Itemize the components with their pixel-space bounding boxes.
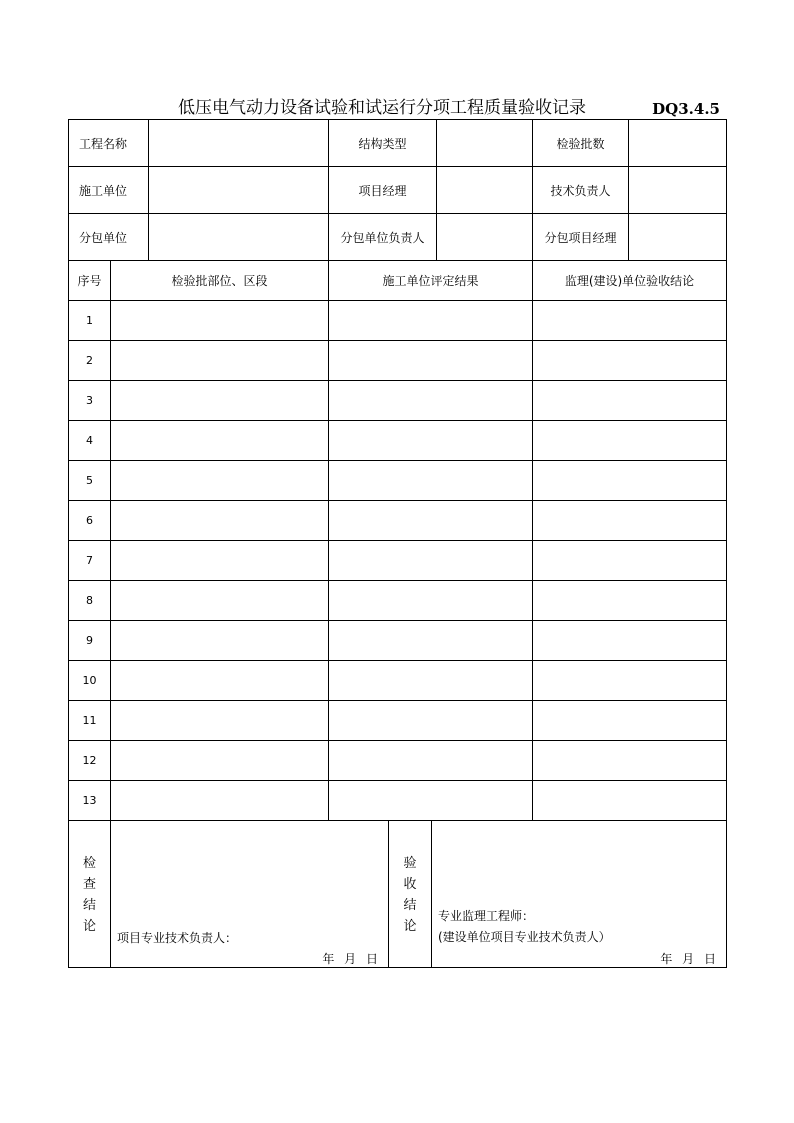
- acceptance-conclusion-field[interactable]: [432, 821, 727, 968]
- table-row: [69, 301, 727, 341]
- row-location-field[interactable]: [111, 421, 329, 461]
- inspection-conclusion-field[interactable]: [111, 821, 389, 968]
- col-header-construction-result: 施工单位评定结果: [329, 261, 533, 301]
- table-row: [69, 501, 727, 541]
- batch-table-header: [69, 261, 727, 301]
- row-index: 9: [69, 621, 111, 661]
- project-manager-label: 项目经理: [329, 167, 437, 214]
- subcontract-lead-label: 分包单位负责人: [329, 214, 437, 261]
- row-location-field[interactable]: [111, 661, 329, 701]
- table-row: [69, 741, 727, 781]
- row-index: 11: [69, 701, 111, 741]
- table-row: [69, 461, 727, 501]
- info-row-3: [69, 214, 727, 261]
- construction-unit-field[interactable]: [149, 167, 329, 214]
- row-construction-result-field[interactable]: [329, 781, 533, 821]
- form-header: [68, 96, 726, 120]
- row-supervision-conclusion-field[interactable]: [533, 661, 727, 701]
- subcontract-pm-field[interactable]: [629, 214, 727, 261]
- project-manager-field[interactable]: [437, 167, 533, 214]
- row-supervision-conclusion-field[interactable]: [533, 781, 727, 821]
- table-row: [69, 421, 727, 461]
- row-supervision-conclusion-field[interactable]: [533, 581, 727, 621]
- row-location-field[interactable]: [111, 781, 329, 821]
- row-supervision-conclusion-field[interactable]: [533, 541, 727, 581]
- row-location-field[interactable]: [111, 461, 329, 501]
- form-code: DQ3.4.5: [652, 100, 720, 118]
- subcontract-unit-field[interactable]: [149, 214, 329, 261]
- signature-row: [69, 821, 727, 968]
- construction-unit-label: 施工单位: [69, 167, 149, 214]
- acceptance-conclusion-label: 验 收 结 论: [403, 856, 417, 934]
- table-row: [69, 541, 727, 581]
- tech-lead-field[interactable]: [629, 167, 727, 214]
- row-construction-result-field[interactable]: [329, 341, 533, 381]
- subcontract-pm-label: 分包项目经理: [533, 214, 629, 261]
- batch-rows: [69, 301, 727, 821]
- acceptance-date: 年 月 日: [660, 952, 716, 966]
- tech-lead-label: 技术负责人: [533, 167, 629, 214]
- row-supervision-conclusion-field[interactable]: [533, 461, 727, 501]
- row-supervision-conclusion-field[interactable]: [533, 421, 727, 461]
- table-row: [69, 381, 727, 421]
- row-index: 1: [69, 301, 111, 341]
- row-location-field[interactable]: [111, 581, 329, 621]
- inspection-date: 年 月 日: [322, 952, 378, 966]
- table-row: [69, 701, 727, 741]
- info-row-2: [69, 167, 727, 214]
- table-row: [69, 341, 727, 381]
- row-construction-result-field[interactable]: [329, 661, 533, 701]
- row-construction-result-field[interactable]: [329, 701, 533, 741]
- table-row: [69, 781, 727, 821]
- batch-table: [68, 260, 727, 821]
- row-index: 13: [69, 781, 111, 821]
- batch-count-label: 检验批数: [533, 120, 629, 167]
- row-supervision-conclusion-field[interactable]: [533, 301, 727, 341]
- acceptance-conclusion-label-cell: [389, 821, 432, 968]
- row-location-field[interactable]: [111, 501, 329, 541]
- structure-type-field[interactable]: [437, 120, 533, 167]
- project-name-label: 工程名称: [69, 120, 149, 167]
- signature-table: [68, 820, 727, 968]
- table-row: [69, 581, 727, 621]
- row-construction-result-field[interactable]: [329, 301, 533, 341]
- inspection-conclusion-label-cell: [69, 821, 111, 968]
- row-supervision-conclusion-field[interactable]: [533, 381, 727, 421]
- row-location-field[interactable]: [111, 741, 329, 781]
- subcontract-lead-field[interactable]: [437, 214, 533, 261]
- row-construction-result-field[interactable]: [329, 461, 533, 501]
- row-construction-result-field[interactable]: [329, 621, 533, 661]
- subcontract-unit-label: 分包单位: [69, 214, 149, 261]
- row-location-field[interactable]: [111, 701, 329, 741]
- info-row-1: [69, 120, 727, 167]
- row-index: 7: [69, 541, 111, 581]
- form-title: 低压电气动力设备试验和试运行分项工程质量验收记录: [178, 98, 586, 118]
- row-index: 3: [69, 381, 111, 421]
- row-location-field[interactable]: [111, 381, 329, 421]
- row-construction-result-field[interactable]: [329, 581, 533, 621]
- row-construction-result-field[interactable]: [329, 421, 533, 461]
- row-construction-result-field[interactable]: [329, 381, 533, 421]
- row-construction-result-field[interactable]: [329, 541, 533, 581]
- row-location-field[interactable]: [111, 341, 329, 381]
- row-supervision-conclusion-field[interactable]: [533, 621, 727, 661]
- row-location-field[interactable]: [111, 541, 329, 581]
- row-index: 5: [69, 461, 111, 501]
- row-index: 6: [69, 501, 111, 541]
- acceptance-form: [68, 119, 726, 968]
- row-supervision-conclusion-field[interactable]: [533, 701, 727, 741]
- structure-type-label: 结构类型: [329, 120, 437, 167]
- row-index: 2: [69, 341, 111, 381]
- col-header-index: 序号: [69, 261, 111, 301]
- table-row: [69, 621, 727, 661]
- owner-tech-lead-signer: (建设单位项目专业技术负责人）: [438, 930, 611, 944]
- col-header-supervision-conclusion: 监理(建设)单位验收结论: [533, 261, 727, 301]
- row-supervision-conclusion-field[interactable]: [533, 741, 727, 781]
- inspection-conclusion-label: 检 查 结 论: [82, 856, 96, 934]
- row-index: 10: [69, 661, 111, 701]
- row-location-field[interactable]: [111, 301, 329, 341]
- row-index: 4: [69, 421, 111, 461]
- row-construction-result-field[interactable]: [329, 741, 533, 781]
- row-supervision-conclusion-field[interactable]: [533, 501, 727, 541]
- project-tech-lead-signer: 项目专业技术负责人：: [117, 931, 238, 945]
- col-header-location: 检验批部位、区段: [111, 261, 329, 301]
- row-location-field[interactable]: [111, 621, 329, 661]
- supervision-engineer-signer: 专业监理工程师：: [438, 909, 535, 923]
- row-construction-result-field[interactable]: [329, 501, 533, 541]
- batch-count-field[interactable]: [629, 120, 727, 167]
- row-supervision-conclusion-field[interactable]: [533, 341, 727, 381]
- info-table: [68, 119, 727, 261]
- table-row: [69, 661, 727, 701]
- row-index: 8: [69, 581, 111, 621]
- row-index: 12: [69, 741, 111, 781]
- project-name-field[interactable]: [149, 120, 329, 167]
